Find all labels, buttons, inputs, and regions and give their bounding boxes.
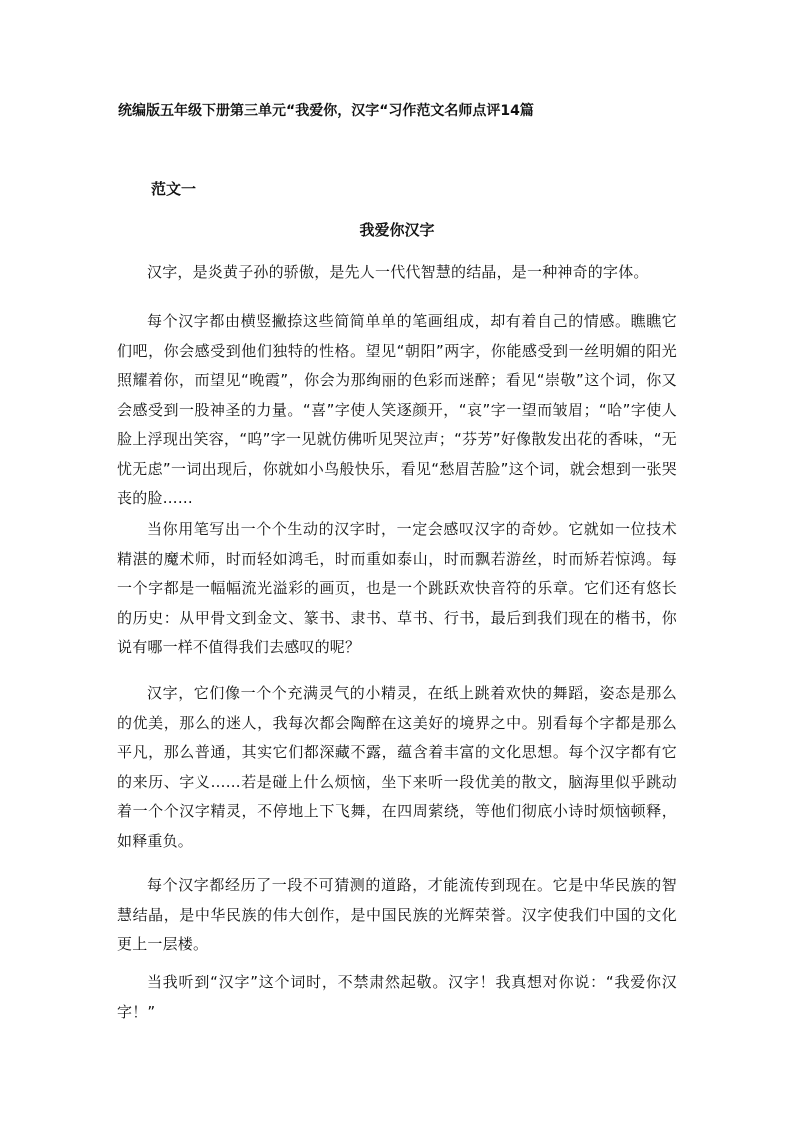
essay-paragraph-6: 当我听到“汉字”这个词时，不禁肃然起敬。汉字！我真想对你说：“我爱你汉字！” [117, 973, 677, 1021]
essay-paragraph-4: 汉字，它们像一个个充满灵气的小精灵，在纸上跳着欢快的舞蹈，姿态是那么的优美，那么的迷人，我每次都会陶醉在这美好的境界之中。别看每个字都是那么平凡，那么普通，其实它们都深藏不露，蕴含着丰富的文化思想。每个汉字都有它的来历、字义……若是碰上什么烦恼，坐下来听一段优美的散文，脑海里似乎跳动着一个个汉字精灵，不停地上下飞舞，在四周萦绕，等他们彻底小诗时烦恼顿释，如释重负。 [117, 684, 677, 850]
essay-paragraph-1: 汉字，是炎黄子孙的骄傲，是先人一代代智慧的结晶，是一种神奇的字体。 [147, 263, 649, 281]
section-label: 范文一 [151, 180, 197, 198]
essay-title: 我爱你汉字 [359, 221, 435, 239]
essay-paragraph-5: 每个汉字都经历了一段不可猜测的道路，才能流传到现在。它是中华民族的智慧结晶，是中华民族的伟大创作，是中国民族的光辉荣誉。汉字使我们中国的文化更上一层楼。 [117, 876, 677, 953]
essay-paragraph-3: 当你用笔写出一个个生动的汉字时，一定会感叹汉字的奇妙。它就如一位技术精湛的魔术师，时而轻如鸿毛，时而重如泰山，时而飘若游丝，时而矫若惊鸿。每一个字都是一幅幅流光溢彩的画页，也是一个跳跃欢快音符的乐章。它们还有悠长的历史：从甲骨文到金文、篆书、隶书、草书、行书，最后到我们现在的楷书，你说有哪一样不值得我们去感叹的呢？ [117, 520, 677, 656]
essay-paragraph-2: 每个汉字都由横竖撇捺这些简简单单的笔画组成，却有着自己的情感。瞧瞧它们吧，你会感受到他们独特的性格。望见“朝阳”两字，你能感受到一丝明媚的阳光照耀着你，而望见“晚霞”，你会为那绚丽的色彩而迷醉；看见“崇敬”这个词，你又会感受到一股神圣的力量。“喜”字使人笑逐颜开，“哀”字一望而皱眉；“哈”字使人脸上浮现出笑容，“呜”字一见就仿佛听见哭泣声；“芬芳”好像散发出花的香味，“无忧无虑”一词出现后，你就如小鸟般快乐，看见“愁眉苦脸”这个词，就会想到一张哭丧的脸…… [117, 312, 677, 507]
document-title: 统编版五年级下册第三单元“我爱你，汉字“习作范文名师点评14篇 [118, 103, 534, 119]
